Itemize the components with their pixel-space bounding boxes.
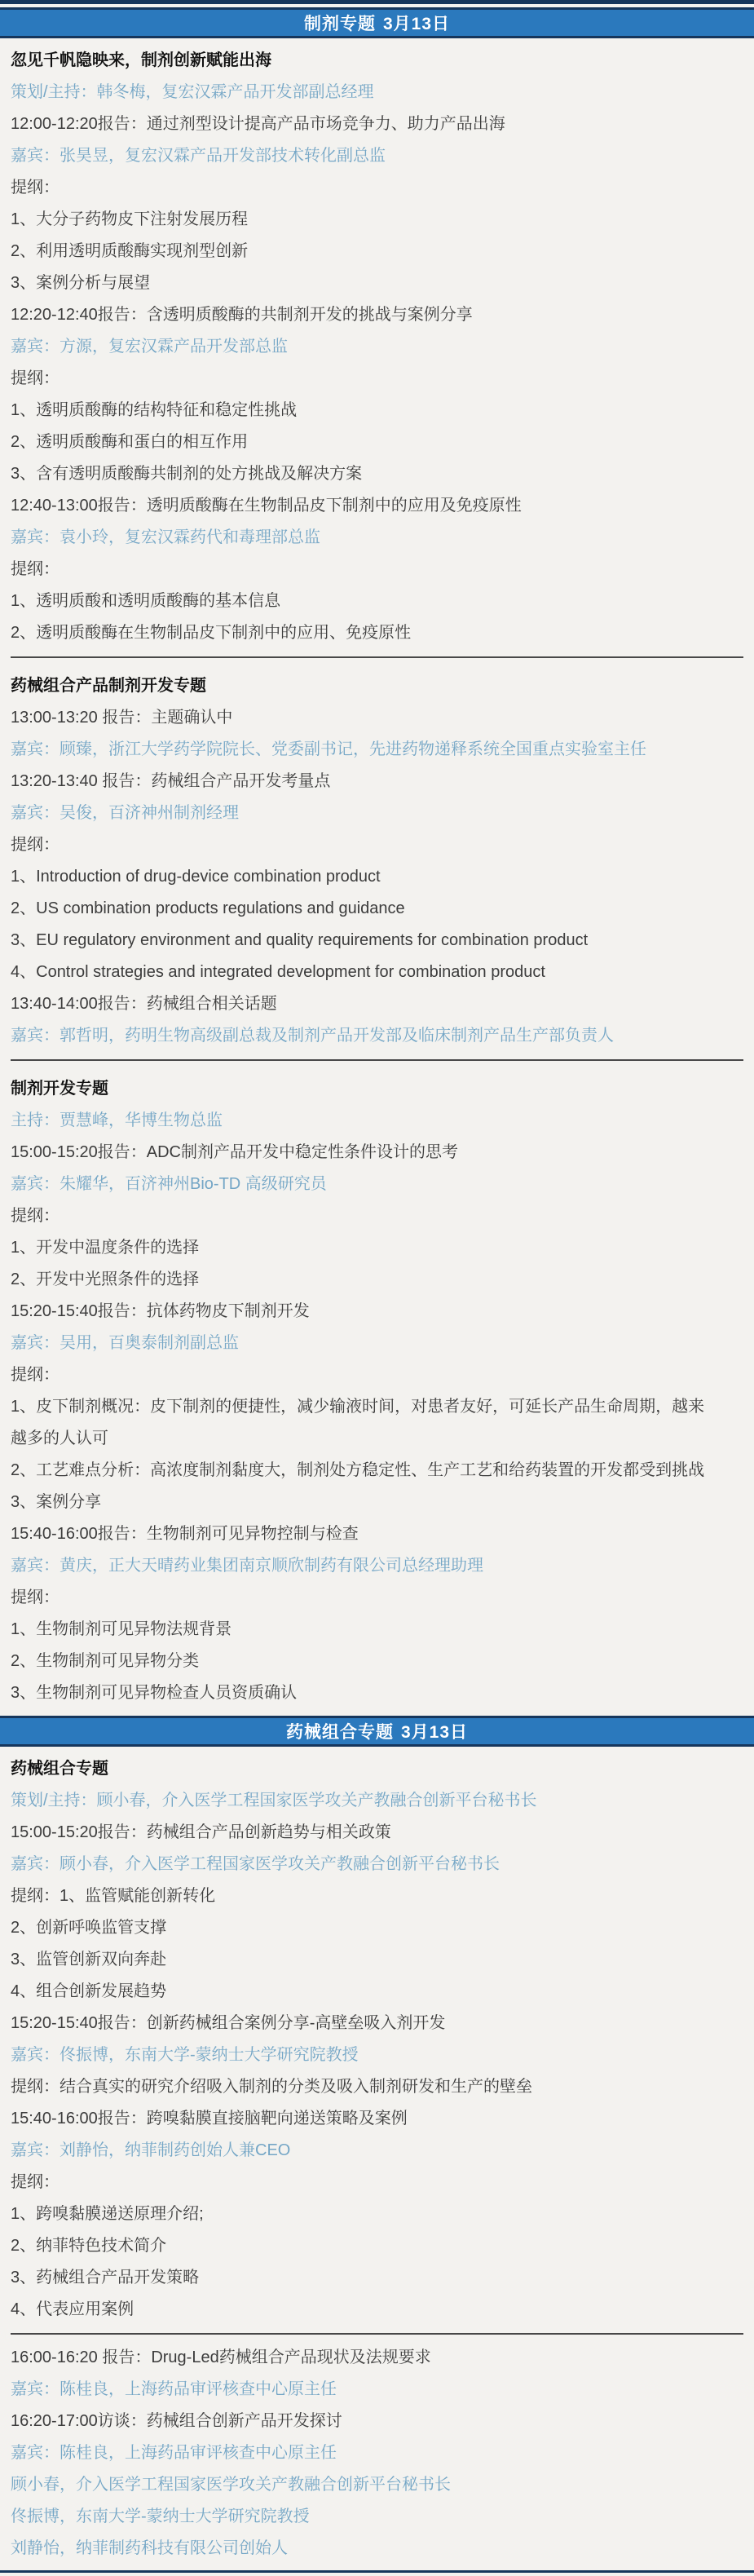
report-line: 16:20-17:00访谈：药械组合创新产品开发探讨 — [11, 2412, 342, 2430]
outline-line: 提纲： — [11, 369, 60, 387]
speaker-line: 嘉宾：袁小玲，复宏汉霖药代和毒理部总监 — [11, 528, 320, 546]
report-line: 15:00-15:20报告：ADC制剂产品开发中稳定性条件设计的思考 — [11, 1143, 458, 1161]
conference-schedule — [0, 7, 754, 2568]
outline-line: 2、利用透明质酸酶实现剂型创新 — [11, 242, 249, 260]
outline-line: 3、药械组合产品开发策略 — [11, 2269, 200, 2287]
outline-line: 4、Control strategies and integrated development for combination product — [11, 963, 545, 981]
report-line: 15:00-15:20报告：药械组合产品创新趋势与相关政策 — [11, 1823, 391, 1841]
report-line: 13:40-14:00报告：药械组合相关话题 — [11, 995, 277, 1013]
banner-date: 3月13日 — [382, 15, 451, 33]
outline-line: 2、创新呼唤监管支撑 — [11, 1919, 167, 1937]
report-line: 15:40-16:00报告：跨嗅黏膜直接脑靶向递送策略及案例 — [11, 2110, 408, 2128]
speaker-line: 嘉宾：陈桂良，上海药品审评核查中心原主任 — [11, 2444, 337, 2462]
speaker-line: 嘉宾：佟振博，东南大学-蒙纳士大学研究院教授 — [11, 2046, 359, 2064]
speaker-line: 嘉宾：吴用，百奥泰制剂副总监 — [11, 1334, 239, 1352]
report-line: 12:00-12:20报告：通过剂型设计提高产品市场竞争力、助力产品出海 — [11, 115, 505, 133]
report-line: 15:20-15:40报告：抗体药物皮下制剂开发 — [11, 1302, 310, 1320]
section-title: 制剂开发专题 — [11, 1080, 108, 1098]
section-title: 忽见千帆隐映来，制剂创新赋能出海 — [11, 51, 271, 69]
report-line: 12:20-12:40报告：含透明质酸酶的共制剂开发的挑战与案例分享 — [11, 306, 473, 324]
outline-line: 1、皮下制剂概况：皮下制剂的便捷性，减少输液时间，对患者友好，可延长产品生命周期，越来越多的人认可 — [11, 1398, 705, 1447]
report-line: 16:00-16:20 报告：Drug-Led药械组合产品现状及法规要求 — [11, 2348, 431, 2366]
speaker-line: 嘉宾：黄庆，正大天晴药业集团南京顺欣制药有限公司总经理助理 — [11, 1557, 483, 1575]
outline-line: 1、大分子药物皮下注射发展历程 — [11, 210, 249, 228]
report-line: 13:00-13:20 报告：主题确认中 — [11, 709, 233, 727]
outline-line: 2、工艺难点分析：高浓度制剂黏度大，制剂处方稳定性、生产工艺和给药装置的开发都受到挑战 — [11, 1461, 705, 1479]
section-divider — [11, 656, 743, 658]
speaker-line: 刘静怡，纳菲制药科技有限公司创始人 — [11, 2539, 288, 2557]
outline-line: 提纲：结合真实的研究介绍吸入制剂的分类及吸入制剂研发和生产的壁垒 — [11, 2078, 532, 2096]
report-line: 12:40-13:00报告：透明质酸酶在生物制品皮下制剂中的应用及免疫原性 — [11, 497, 522, 515]
outline-line: 1、Introduction of drug-device combination product — [11, 868, 381, 886]
speaker-line: 嘉宾：顾臻，浙江大学药学院院长、党委副书记，先进药物递释系统全国重点实验室主任 — [11, 740, 646, 758]
outline-line: 提纲： — [11, 1207, 60, 1225]
section-banner — [0, 7, 754, 38]
section-body — [0, 1071, 754, 1712]
outline-line: 3、EU regulatory environment and quality requirements for combination product — [11, 931, 589, 949]
speaker-line: 嘉宾：刘静怡，纳菲制药创始人兼CEO — [11, 2141, 291, 2159]
speaker-line: 嘉宾：张昊昱，复宏汉霖产品开发部技术转化副总监 — [11, 147, 386, 165]
speaker-line: 嘉宾：朱耀华，百济神州Bio-TD 高级研究员 — [11, 1175, 327, 1193]
outline-line: 2、透明质酸酶在生物制品皮下制剂中的应用、免疫原性 — [11, 624, 412, 642]
outline-line: 提纲： — [11, 1366, 60, 1384]
outline-line: 3、案例分享 — [11, 1493, 102, 1511]
section-body — [0, 1747, 754, 2568]
outline-line: 1、开发中温度条件的选择 — [11, 1239, 200, 1257]
section-divider — [11, 1059, 743, 1061]
outline-line: 提纲： — [11, 2173, 60, 2191]
section-body — [0, 38, 754, 669]
banner-title: 制剂专题 — [303, 15, 376, 33]
outline-line: 2、生物制剂可见异物分类 — [11, 1652, 200, 1670]
outline-line: 1、跨嗅黏膜递送原理介绍; — [11, 2205, 204, 2223]
outline-line: 提纲： — [11, 1588, 60, 1606]
page-bottom-border — [0, 2570, 754, 2573]
outline-line: 3、含有透明质酸酶共制剂的处方挑战及解决方案 — [11, 465, 363, 483]
speaker-line: 嘉宾：郭哲明，药明生物高级副总裁及制剂产品开发部及临床制剂产品生产部负责人 — [11, 1027, 614, 1045]
page-top-border — [0, 0, 754, 4]
speaker-line: 嘉宾：方源，复宏汉霖产品开发部总监 — [11, 338, 288, 356]
speaker-line: 顾小春，介入医学工程国家医学攻关产教融合创新平台秘书长 — [11, 2476, 451, 2494]
section-title: 药械组合专题 — [11, 1760, 108, 1778]
speaker-line: 策划/主持：顾小春，介入医学工程国家医学攻关产教融合创新平台秘书长 — [11, 1792, 537, 1809]
outline-line: 3、生物制剂可见异物检查人员资质确认 — [11, 1684, 298, 1702]
report-line: 13:20-13:40 报告：药械组合产品开发考量点 — [11, 772, 331, 790]
section-body — [0, 669, 754, 1071]
outline-line: 1、透明质酸酶的结构特征和稳定性挑战 — [11, 401, 298, 419]
outline-line: 4、组合创新发展趋势 — [11, 1982, 167, 2000]
speaker-line: 策划/主持：韩冬梅，复宏汉霖产品开发部副总经理 — [11, 83, 374, 101]
speaker-line: 嘉宾：吴俊，百济神州制剂经理 — [11, 804, 239, 822]
outline-line: 3、监管创新双向奔赴 — [11, 1951, 167, 1968]
outline-line: 1、生物制剂可见异物法规背景 — [11, 1620, 232, 1638]
speaker-line: 嘉宾：陈桂良，上海药品审评核查中心原主任 — [11, 2380, 337, 2398]
outline-line: 2、US combination products regulations and guidance — [11, 899, 405, 917]
outline-line: 1、透明质酸和透明质酸酶的基本信息 — [11, 592, 281, 610]
outline-line: 提纲：1、监管赋能创新转化 — [11, 1887, 216, 1905]
report-line: 15:40-16:00报告：生物制剂可见异物控制与检查 — [11, 1525, 359, 1543]
banner-title: 药械组合专题 — [285, 1723, 394, 1742]
outline-line: 3、案例分析与展望 — [11, 274, 151, 292]
speaker-line: 佟振博，东南大学-蒙纳士大学研究院教授 — [11, 2508, 310, 2525]
outline-line: 提纲： — [11, 560, 60, 578]
speaker-line: 主持：贾慧峰，华博生物总监 — [11, 1111, 223, 1129]
outline-line: 提纲： — [11, 179, 60, 197]
outline-line: 2、纳菲特色技术简介 — [11, 2237, 167, 2255]
section-divider — [11, 2333, 743, 2335]
section-title: 药械组合产品制剂开发专题 — [11, 677, 206, 695]
banner-date: 3月13日 — [400, 1723, 469, 1742]
speaker-line: 嘉宾：顾小春，介入医学工程国家医学攻关产教融合创新平台秘书长 — [11, 1855, 500, 1873]
report-line: 15:20-15:40报告：创新药械组合案例分享-高壁垒吸入剂开发 — [11, 2014, 446, 2032]
outline-line: 提纲： — [11, 836, 60, 854]
outline-line: 2、开发中光照条件的选择 — [11, 1270, 200, 1288]
section-banner — [0, 1716, 754, 1747]
outline-line: 4、代表应用案例 — [11, 2300, 134, 2318]
outline-line: 2、透明质酸酶和蛋白的相互作用 — [11, 433, 249, 451]
